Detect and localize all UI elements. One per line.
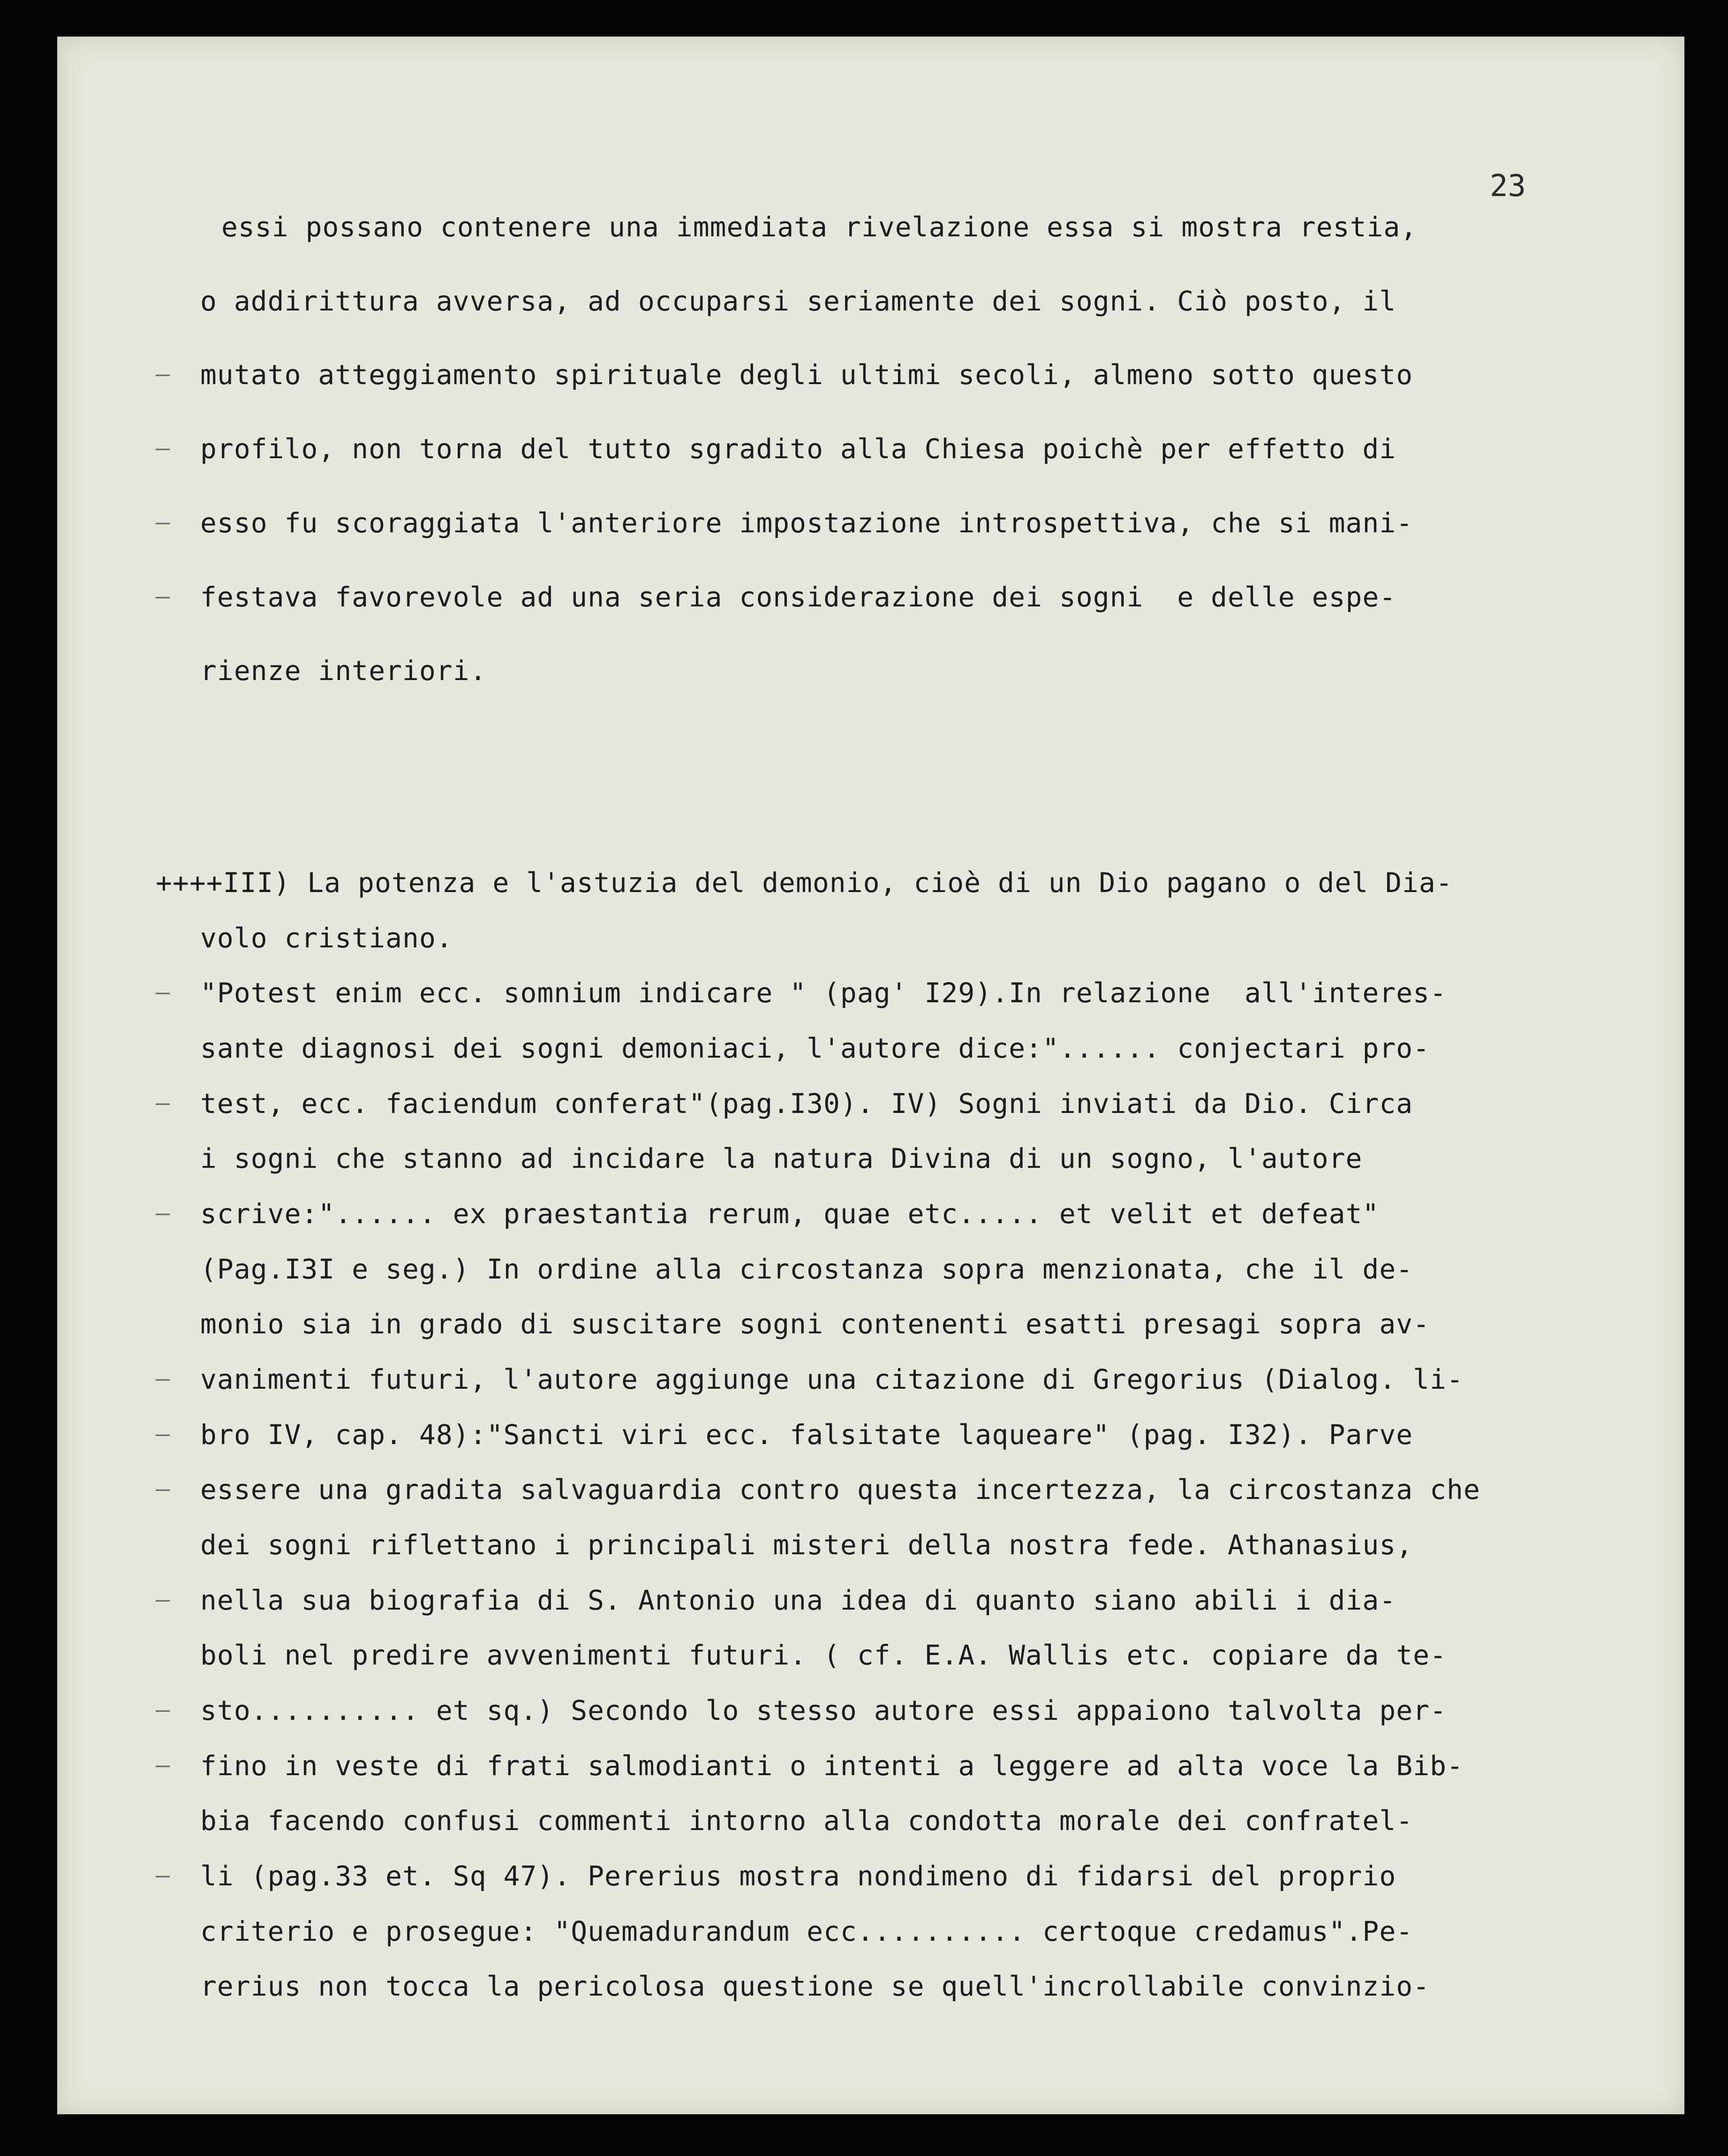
margin-mark: – (156, 1420, 170, 1447)
text-line: sto.......... et sq.) Secondo lo stesso autore essi appaiono talvolta per- (200, 1695, 1447, 1726)
text-line: rienze interiori. (200, 655, 487, 687)
text-line: rerius non tocca la pericolosa questione se quell'incrollabile convinzio- (200, 1970, 1430, 2002)
text-line: fino in veste di frati salmodianti o intenti a leggere ad alta voce la Bib- (200, 1750, 1464, 1782)
text-line: test, ecc. faciendum conferat"(pag.I30). IV) Sogni inviati da Dio. Circa (200, 1088, 1413, 1120)
text-line: criterio e prosegue: "Quemadurandum ecc.......... certoque credamus".Pe- (200, 1915, 1413, 1947)
margin-mark: – (156, 434, 170, 461)
margin-mark: – (156, 1475, 170, 1502)
text-line: vanimenti futuri, l'autore aggiunge una citazione di Gregorius (Dialog. li- (200, 1363, 1464, 1395)
margin-mark: – (156, 1696, 170, 1723)
text-line: nella sua biografia di S. Antonio una idea di quanto siano abili i dia- (200, 1584, 1396, 1616)
margin-mark: – (156, 360, 170, 387)
text-line: ++++III) La potenza e l'astuzia del demonio, cioè di un Dio pagano o del Dia- (156, 867, 1453, 899)
typewritten-page (57, 37, 1684, 2114)
text-line: essi possano contenere una immediata rivelazione essa si mostra restia, (221, 211, 1418, 243)
text-line: o addirittura avversa, ad occuparsi seriamente dei sogni. Ciò posto, il (200, 285, 1396, 317)
margin-mark: – (156, 1861, 170, 1889)
text-line: mutato atteggiamento spirituale degli ultimi secoli, almeno sotto questo (200, 359, 1413, 391)
margin-mark: – (156, 1365, 170, 1392)
margin-mark: – (156, 582, 170, 610)
text-line: boli nel predire avvenimenti futuri. ( cf. E.A. Wallis etc. copiare da te- (200, 1639, 1447, 1671)
margin-mark: – (156, 978, 170, 1006)
text-line: volo cristiano. (200, 922, 453, 954)
text-line: li (pag.33 et. Sq 47). Pererius mostra nondimeno di fidarsi del proprio (200, 1860, 1396, 1892)
margin-mark: – (156, 1089, 170, 1116)
margin-mark: – (156, 1199, 170, 1226)
text-line: i sogni che stanno ad incidare la natura Divina di un sogno, l'autore (200, 1142, 1363, 1174)
page-number: 23 (1490, 169, 1526, 204)
text-line: festava favorevole ad una seria considerazione dei sogni e delle espe- (200, 581, 1396, 613)
text-line: "Potest enim ecc. somnium indicare " (pag' I29).In relazione all'interes- (200, 977, 1447, 1009)
text-line: monio sia in grado di suscitare sogni contenenti esatti presagi sopra av- (200, 1308, 1430, 1340)
text-line: bia facendo confusi commenti intorno alla condotta morale dei confratel- (200, 1805, 1413, 1837)
text-line: profilo, non torna del tutto sgradito alla Chiesa poichè per effetto di (200, 433, 1396, 465)
text-line: sante diagnosi dei sogni demoniaci, l'autore dice:"...... conjectari pro- (200, 1032, 1430, 1064)
text-line: dei sogni riflettano i principali misteri della nostra fede. Athanasius, (200, 1529, 1413, 1561)
text-line: essere una gradita salvaguardia contro questa incertezza, la circostanza che (200, 1474, 1480, 1505)
margin-mark: – (156, 1586, 170, 1613)
text-line: esso fu scoraggiata l'anteriore impostazione introspettiva, che si mani- (200, 507, 1413, 539)
text-line: scrive:"...... ex praestantia rerum, quae etc..... et velit et defeat" (200, 1198, 1380, 1230)
body-text (57, 37, 1684, 2114)
margin-mark: – (156, 1751, 170, 1778)
margin-mark: – (156, 508, 170, 536)
text-line: bro IV, cap. 48):"Sancti viri ecc. falsitate laqueare" (pag. I32). Parve (200, 1419, 1413, 1451)
text-line: (Pag.I3I e seg.) In ordine alla circostanza sopra menzionata, che il de- (200, 1253, 1413, 1285)
